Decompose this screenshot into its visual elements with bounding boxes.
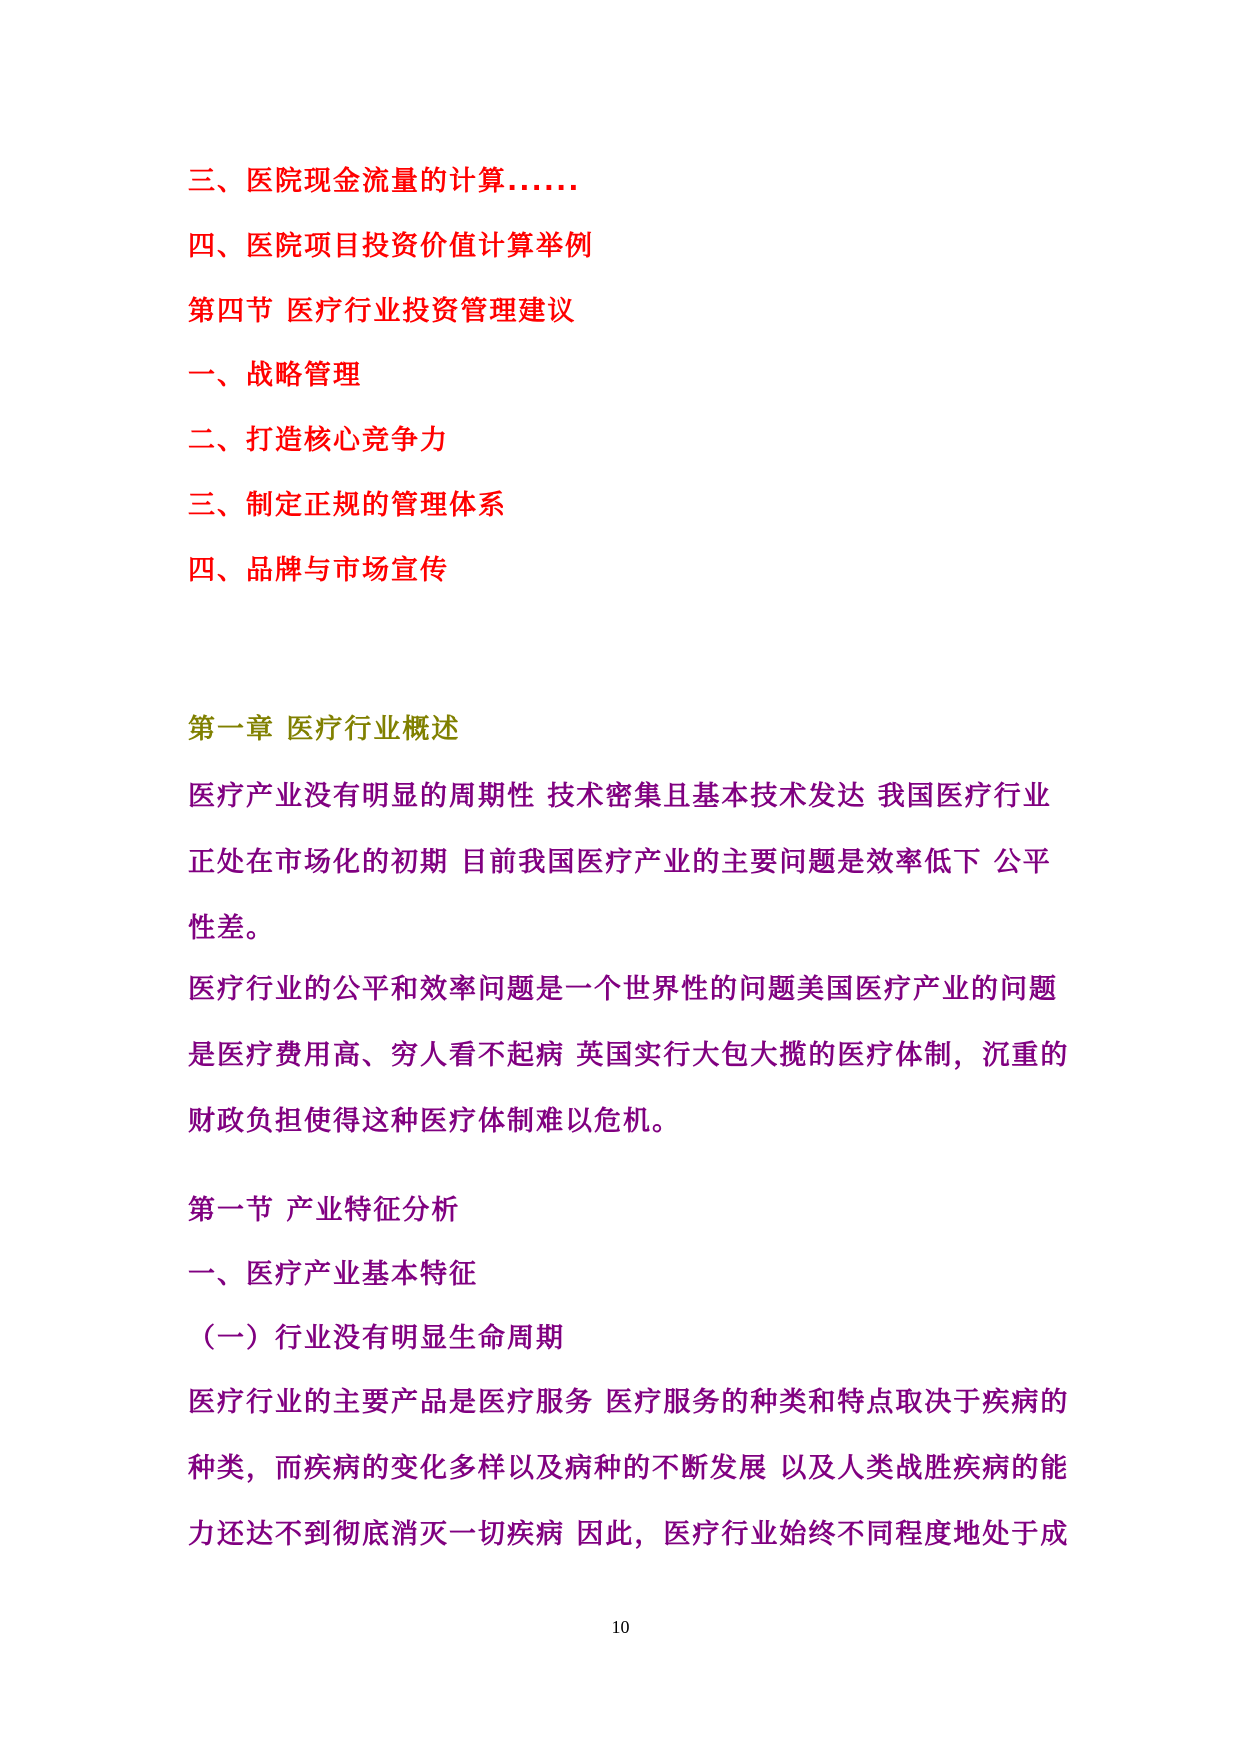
section-para-line2: 种类，而疾病的变化多样以及病种的不断发展 以及人类战胜疾病的能: [188, 1453, 1070, 1484]
section-subtitle: 一、医疗产业基本特征: [188, 1259, 478, 1290]
chapter-para2-line3: 财政负担使得这种医疗体制难以危机。: [188, 1106, 681, 1137]
section-subsubtitle: （一）行业没有明显生命周期: [188, 1323, 565, 1354]
chapter-para2-line1: 医疗行业的公平和效率问题是一个世界性的问题美国医疗产业的问题: [188, 974, 1058, 1005]
page-number: 10: [611, 1617, 630, 1637]
toc-line-7: 四、品牌与市场宣传: [188, 555, 449, 586]
toc-line-2: 四、医院项目投资价值计算举例: [188, 231, 594, 262]
toc-line-4: 一、战略管理: [188, 360, 362, 391]
section-para-line3: 力还达不到彻底消灭一切疾病 因此，医疗行业始终不同程度地处于成: [188, 1519, 1070, 1550]
toc-line-1: 三、医院现金流量的计算......: [188, 166, 581, 197]
toc-line-3: 第四节 医疗行业投资管理建议: [188, 296, 577, 327]
chapter-para1-line3: 性差。: [188, 913, 275, 944]
toc-line-6: 三、制定正规的管理体系: [188, 490, 507, 521]
chapter-para1-line2: 正处在市场化的初期 目前我国医疗产业的主要问题是效率低下 公平: [188, 847, 1052, 878]
section-title: 第一节 产业特征分析: [188, 1195, 461, 1226]
chapter-para1-line1: 医疗产业没有明显的周期性 技术密集且基本技术发达 我国医疗行业: [188, 781, 1052, 812]
chapter-title: 第一章 医疗行业概述: [188, 714, 461, 745]
chapter-para2-line2: 是医疗费用高、穷人看不起病 英国实行大包大揽的医疗体制，沉重的: [188, 1040, 1070, 1071]
toc-line-5: 二、打造核心竞争力: [188, 425, 449, 456]
section-para-line1: 医疗行业的主要产品是医疗服务 医疗服务的种类和特点取决于疾病的: [188, 1387, 1070, 1418]
